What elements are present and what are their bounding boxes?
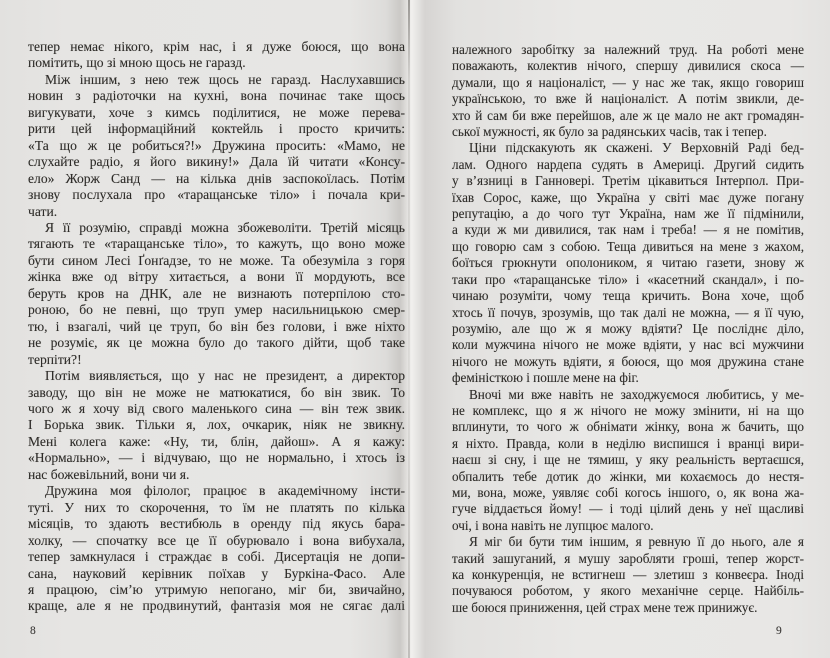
text-line: тепер замкнулася і страждає в собі. Дисертація не допи- <box>28 549 405 565</box>
text-line: новин з радіоточки на кухні, вона починає таке щось <box>28 88 405 104</box>
text-line: вплинути, то чого ж обнімати жінку, вона ж бачить, що <box>452 419 804 435</box>
text-line: беруть кров на ДНК, але не визнають потерпілою сто- <box>28 285 405 301</box>
text-line: сана, науковий керівник поїхав у Буркіна-Фасо. Але <box>28 565 405 581</box>
text-line: «Та що ж це робиться?!» Дружина просить: «Мамо, не <box>28 137 405 153</box>
text-line: терпіти?! <box>28 351 82 367</box>
text-line: роною, бо не певні, що труп умер насильницькою смер- <box>28 302 405 318</box>
text-line: ело» Жорж Санд — на кілька днів заспокоїлась. Потім <box>28 170 405 186</box>
text-line: чинаю розуміти, чому теща кричить. Вона хоче, щоб <box>452 288 804 304</box>
right-page-number: 9 <box>776 625 782 637</box>
text-line: хто й сам би вже перейшов, але ж це мало не акт громадян- <box>452 107 804 123</box>
text-line: розумію, але що ж я можу вдіяти? Це посліднє діло, <box>452 320 804 336</box>
text-line: ка конкуренція, не встигнеш — злетиш з конвеєра. Іноді <box>452 567 804 582</box>
text-line: Я міг би бути тим іншим, я ревную її до нього, але я <box>469 534 804 550</box>
text-line: нас божевільний, вони чи я. <box>28 466 190 482</box>
text-line: феміністкою і пошле мене на фіг. <box>452 370 639 386</box>
text-line: боїться грюкнути ополоником, я читаю газети, знову ж <box>452 255 804 271</box>
text-line: почуваюся роботом, у якого механічне серце. Найбіль- <box>452 583 804 599</box>
text-line: Вночі ми вже навіть не заходжуємося любитись, у ме- <box>469 386 804 402</box>
text-line: не розуміє, як це можна було до такого дійти, щоб таке <box>28 335 405 351</box>
text-line: краще, але я не продвинутий, фантазія моя не сягає далі <box>28 598 405 614</box>
text-line: Ціни підскакують як скажені. У Верховній Раді бед- <box>469 140 804 156</box>
text-line: місяців, то здають вестибюль в оренду під якусь бара- <box>28 516 405 532</box>
text-line: наєш зі сну, і ще не тямиш, у яку реальність вертаєшся, <box>452 452 804 468</box>
text-line: хтось її почув, зрозумів, що так далі не можна, — я її чую, <box>452 304 804 320</box>
text-line: чого ж я хочу від свого маленького сина — він теж звик. <box>28 400 405 416</box>
text-line: Дружина моя філолог, працює в академічному інсти- <box>45 483 405 499</box>
text-line: туті. У них то скорочення, то їм не платять по кілька <box>28 499 405 515</box>
text-line: тягають те «таращанське тіло», то кажуть, що воно може <box>28 236 405 252</box>
text-line: належного заробітку за належний труд. На роботі мене <box>452 42 804 57</box>
text-line: помітить, що зі мною щось не гаразд. <box>28 55 246 71</box>
text-line: поважають, колектив нічого, спершу дивилися скоса — <box>452 58 804 74</box>
left-page-text <box>28 39 405 615</box>
text-line: «Нормально», — і відчуваю, що не нормально, і хтось із <box>28 450 405 466</box>
text-line: я працюю, сім’ю утримую непогано, міг би, звичайно, <box>28 581 405 597</box>
text-line: репутацію, а до чого тут Україна, нам же її підмінили, <box>452 206 804 222</box>
text-line: Потім виявляється, що у нас не президент, а директор <box>45 368 405 384</box>
text-line: жінка вже од вітру хитається, а вони її мордують, все <box>28 269 405 285</box>
text-line: такий зашуганий, я мушу заробляти гроші, тепер жорст- <box>452 550 804 566</box>
book-gutter <box>408 0 410 658</box>
text-line: чати. <box>28 203 58 219</box>
text-line: нічого не можуть вдіяти, я боюся, що моя дружина стане <box>452 353 804 369</box>
text-line: я ніхто. Правда, коли в неділю виспишся і вранці вири- <box>452 435 804 451</box>
text-line: бути сином Лесі Ґонґадзе, то не може. Та обезуміла з горя <box>28 252 405 268</box>
text-line: а куди ж ми дивилися, так нам і треба! — я не помітив, <box>452 222 804 238</box>
right-page-text <box>452 42 804 616</box>
text-line: Мені колега каже: «Ну, ти, блін, дайош». А я кажу: <box>28 433 405 449</box>
text-line: Між іншим, з нею теж щось не гаразд. Наслухавшись <box>45 71 405 87</box>
text-line: тю, і взагалі, чий це труп, бо він без голови, і вже ніхто <box>28 318 405 334</box>
text-line: у в’язниці в Ганновері. Третім цікавиться Інтерпол. При- <box>452 173 804 189</box>
left-page-number: 8 <box>30 625 36 637</box>
text-line: І Борька звик. Тільки я, лох, очкарик, ніяк не звикну. <box>28 417 405 433</box>
text-line: гуче віддається йому! — і тоді цілий день у неї щасливі <box>452 501 804 517</box>
text-line: ше боюся приниження, цей страх мене теж принижує. <box>452 599 758 615</box>
text-line: знову послухала про «таращанське тіло» і почала кри- <box>28 187 405 203</box>
text-line: що говорю сам з собою. Теща дивиться на мене з жахом, <box>452 238 804 254</box>
text-line: українською, то вже й націоналіст. А потім звикли, де- <box>452 91 804 107</box>
text-line: холку, — спочатку все це її обурювало і вона вибухала, <box>28 532 405 548</box>
text-line: слухайте радіо, я його викину!» Дала їй читати «Консу- <box>28 154 405 170</box>
text-line: обпалить тебе дотик до жінки, ми кохаємось до нестя- <box>452 468 804 484</box>
text-line: коли мужчина нічого не може вдіяти, у нас всі мужчини <box>452 337 804 353</box>
text-line: вигукувати, хоче з кимсь поділитися, не може перева- <box>28 104 405 120</box>
text-line: очі, і вона навіть не лупцює малого. <box>452 517 654 533</box>
text-line: Я її розумію, справді можна збожеволіти. Третій місяць <box>45 219 405 235</box>
text-line: лам. Одного нардепа судять в Америці. Другий сидить <box>452 156 804 172</box>
text-line: рити цей інформаційний коктейль і просто кричить: <box>28 121 405 137</box>
text-line: ми, вона, може, уявляє собі когось іншого, о, як вона жа- <box>452 484 804 500</box>
text-line: тепер немає нікого, крім нас, і я дуже боюся, що вона <box>28 39 405 54</box>
text-line: думали, що я націоналіст, — у нас же так, якщо говориш <box>452 74 804 90</box>
text-line: ської мужності, як було за радянських часів, так і тепер. <box>452 124 767 140</box>
text-line: їхав Сорос, каже, що Україна у світі має дуже погану <box>452 189 804 205</box>
text-line: таки про «таращанське тіло» і «касетний скандал», і по- <box>452 271 804 287</box>
text-line: заводу, що він не може не матюкатися, бо він звик. То <box>28 384 405 400</box>
text-line: не комплекс, що я ж нічого не можу змінити, ні на що <box>452 402 804 418</box>
